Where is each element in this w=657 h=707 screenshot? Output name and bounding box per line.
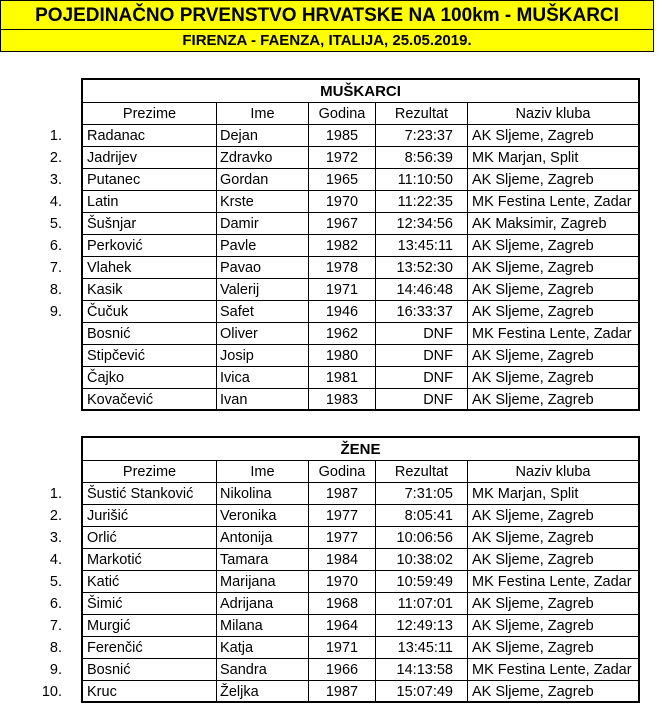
table-row	[0, 527, 657, 549]
godina-cell: 1971	[309, 279, 376, 301]
ime-cell: Valerij	[217, 279, 309, 301]
table-row	[0, 147, 657, 169]
godina-cell: 1970	[309, 191, 376, 213]
rank-number: 8.	[49, 282, 62, 298]
column-header: Godina	[309, 461, 376, 483]
rank-number	[0, 345, 62, 367]
godina-cell: 1972	[309, 147, 376, 169]
godina-cell: 1970	[309, 571, 376, 593]
column-header: Ime	[217, 461, 309, 483]
klub-cell: AK Sljeme, Zagreb	[468, 257, 640, 279]
table-row	[0, 169, 657, 191]
rank-number: 3.	[49, 172, 62, 188]
klub-cell: AK Sljeme, Zagreb	[468, 527, 640, 549]
prezime-cell: Stipčević	[81, 345, 217, 367]
rezultat-cell: 13:52:30	[376, 257, 468, 279]
prezime-cell: Bosnić	[81, 323, 217, 345]
rank-number: 9.	[49, 304, 62, 320]
ime-cell: Sandra	[217, 659, 309, 681]
table-header-row	[0, 103, 657, 125]
klub-cell: MK Festina Lente, Zadar	[468, 571, 640, 593]
prezime-cell: Radanac	[81, 125, 217, 147]
klub-cell: MK Festina Lente, Zadar	[468, 323, 640, 345]
ime-cell: Milana	[217, 615, 309, 637]
table-row	[0, 593, 657, 615]
klub-cell: AK Maksimir, Zagreb	[468, 213, 640, 235]
ime-cell: Safet	[217, 301, 309, 323]
table-row	[0, 681, 657, 703]
godina-cell: 1977	[309, 527, 376, 549]
rezultat-cell: 11:10:50	[376, 169, 468, 191]
table-row	[0, 571, 657, 593]
klub-cell: MK Marjan, Split	[468, 483, 640, 505]
table-row	[0, 615, 657, 637]
godina-cell: 1971	[309, 637, 376, 659]
ime-cell: Katja	[217, 637, 309, 659]
rezultat-cell: DNF	[376, 345, 468, 367]
ime-cell: Nikolina	[217, 483, 309, 505]
klub-cell: AK Sljeme, Zagreb	[468, 169, 640, 191]
table-row	[0, 213, 657, 235]
ime-cell: Antonija	[217, 527, 309, 549]
column-header: Rezultat	[376, 103, 468, 125]
prezime-cell: Čučuk	[81, 301, 217, 323]
rank-number: 2.	[49, 508, 62, 524]
table-row	[0, 345, 657, 367]
table-header-row	[0, 461, 657, 483]
klub-cell: AK Sljeme, Zagreb	[468, 125, 640, 147]
rezultat-cell: 10:59:49	[376, 571, 468, 593]
rezultat-cell: 11:07:01	[376, 593, 468, 615]
godina-cell: 1965	[309, 169, 376, 191]
klub-cell: AK Sljeme, Zagreb	[468, 505, 640, 527]
klub-cell: AK Sljeme, Zagreb	[468, 549, 640, 571]
column-header: Ime	[217, 103, 309, 125]
godina-cell: 1968	[309, 593, 376, 615]
rank-number: 4.	[49, 194, 62, 210]
ime-cell: Željka	[217, 681, 309, 703]
rank-number	[0, 323, 62, 345]
ime-cell: Josip	[217, 345, 309, 367]
ime-cell: Pavle	[217, 235, 309, 257]
godina-cell: 1977	[309, 505, 376, 527]
prezime-cell: Perković	[81, 235, 217, 257]
table-row	[0, 279, 657, 301]
rank-number	[0, 367, 62, 389]
rank-number: 6.	[49, 596, 62, 612]
prezime-cell: Markotić	[81, 549, 217, 571]
rezultat-cell: 11:22:35	[376, 191, 468, 213]
godina-cell: 1978	[309, 257, 376, 279]
godina-cell: 1984	[309, 549, 376, 571]
table-row	[0, 367, 657, 389]
table-row	[0, 549, 657, 571]
ime-cell: Veronika	[217, 505, 309, 527]
prezime-cell: Šimić	[81, 593, 217, 615]
table-row	[0, 637, 657, 659]
ime-cell: Ivica	[217, 367, 309, 389]
godina-cell: 1983	[309, 389, 376, 411]
rezultat-cell: 14:13:58	[376, 659, 468, 681]
rank-number: 9.	[49, 662, 62, 678]
rezultat-cell: 14:46:48	[376, 279, 468, 301]
rezultat-cell: DNF	[376, 367, 468, 389]
godina-cell: 1982	[309, 235, 376, 257]
table-row	[0, 659, 657, 681]
table-row	[0, 235, 657, 257]
ime-cell: Zdravko	[217, 147, 309, 169]
rezultat-cell: 15:07:49	[376, 681, 468, 703]
page-banner	[0, 0, 654, 52]
prezime-cell: Šustić Stanković	[81, 483, 217, 505]
godina-cell: 1946	[309, 301, 376, 323]
ime-cell: Pavao	[217, 257, 309, 279]
klub-cell: AK Sljeme, Zagreb	[468, 367, 640, 389]
prezime-cell: Čajko	[81, 367, 217, 389]
prezime-cell: Latin	[81, 191, 217, 213]
table-row	[0, 505, 657, 527]
prezime-cell: Kasik	[81, 279, 217, 301]
column-header: Rezultat	[376, 461, 468, 483]
table-row	[0, 389, 657, 411]
godina-cell: 1981	[309, 367, 376, 389]
prezime-cell: Jadrijev	[81, 147, 217, 169]
page-title: POJEDINAČNO PRVENSTVO HRVATSKE NA 100km - MUŠKARCI	[1, 3, 653, 30]
klub-cell: AK Sljeme, Zagreb	[468, 389, 640, 411]
rank-number: 5.	[49, 216, 62, 232]
rank-number: 7.	[49, 260, 62, 276]
klub-cell: AK Sljeme, Zagreb	[468, 681, 640, 703]
rezultat-cell: 13:45:11	[376, 235, 468, 257]
rank-number: 8.	[49, 640, 62, 656]
rezultat-cell: 13:45:11	[376, 637, 468, 659]
rezultat-cell: 10:38:02	[376, 549, 468, 571]
page-subtitle: FIRENZA - FAENZA, ITALIJA, 25.05.2019.	[182, 32, 472, 49]
prezime-cell: Bosnić	[81, 659, 217, 681]
ime-cell: Damir	[217, 213, 309, 235]
table-row	[0, 125, 657, 147]
godina-cell: 1987	[309, 483, 376, 505]
rank-number: 10.	[41, 684, 62, 700]
rezultat-cell: 12:49:13	[376, 615, 468, 637]
prezime-cell: Ferenčić	[81, 637, 217, 659]
prezime-cell: Jurišić	[81, 505, 217, 527]
rank-number: 3.	[49, 530, 62, 546]
klub-cell: MK Festina Lente, Zadar	[468, 659, 640, 681]
godina-cell: 1987	[309, 681, 376, 703]
prezime-cell: Vlahek	[81, 257, 217, 279]
rank-number	[0, 389, 62, 411]
rank-number: 2.	[49, 150, 62, 166]
table-row	[0, 323, 657, 345]
ime-cell: Krste	[217, 191, 309, 213]
klub-cell: AK Sljeme, Zagreb	[468, 615, 640, 637]
table-title: ŽENE	[81, 436, 640, 461]
godina-cell: 1985	[309, 125, 376, 147]
ime-cell: Oliver	[217, 323, 309, 345]
table-row	[0, 257, 657, 279]
ime-cell: Marijana	[217, 571, 309, 593]
rezultat-cell: 7:23:37	[376, 125, 468, 147]
table-row	[0, 301, 657, 323]
rezultat-cell: 8:56:39	[376, 147, 468, 169]
godina-cell: 1980	[309, 345, 376, 367]
rezultat-cell: DNF	[376, 389, 468, 411]
rezultat-cell: 8:05:41	[376, 505, 468, 527]
prezime-cell: Katić	[81, 571, 217, 593]
klub-cell: AK Sljeme, Zagreb	[468, 301, 640, 323]
table-row	[0, 191, 657, 213]
rank-number: 5.	[49, 574, 62, 590]
rezultat-cell: 12:34:56	[376, 213, 468, 235]
column-header: Naziv kluba	[468, 103, 640, 125]
ime-cell: Dejan	[217, 125, 309, 147]
table-title: MUŠKARCI	[81, 78, 640, 103]
prezime-cell: Kruc	[81, 681, 217, 703]
klub-cell: AK Sljeme, Zagreb	[468, 593, 640, 615]
ime-cell: Tamara	[217, 549, 309, 571]
prezime-cell: Šušnjar	[81, 213, 217, 235]
column-header: Godina	[309, 103, 376, 125]
klub-cell: AK Sljeme, Zagreb	[468, 279, 640, 301]
rezultat-cell: 7:31:05	[376, 483, 468, 505]
table-row	[0, 483, 657, 505]
godina-cell: 1962	[309, 323, 376, 345]
ime-cell: Gordan	[217, 169, 309, 191]
klub-cell: MK Marjan, Split	[468, 147, 640, 169]
prezime-cell: Kovačević	[81, 389, 217, 411]
rank-number: 1.	[49, 128, 62, 144]
godina-cell: 1966	[309, 659, 376, 681]
rank-number: 1.	[49, 486, 62, 502]
column-header: Prezime	[81, 103, 217, 125]
godina-cell: 1964	[309, 615, 376, 637]
rank-number: 4.	[49, 552, 62, 568]
rezultat-cell: DNF	[376, 323, 468, 345]
ime-cell: Adrijana	[217, 593, 309, 615]
column-header: Naziv kluba	[468, 461, 640, 483]
ime-cell: Ivan	[217, 389, 309, 411]
prezime-cell: Putanec	[81, 169, 217, 191]
prezime-cell: Murgić	[81, 615, 217, 637]
klub-cell: AK Sljeme, Zagreb	[468, 235, 640, 257]
klub-cell: AK Sljeme, Zagreb	[468, 637, 640, 659]
godina-cell: 1967	[309, 213, 376, 235]
klub-cell: AK Sljeme, Zagreb	[468, 345, 640, 367]
klub-cell: MK Festina Lente, Zadar	[468, 191, 640, 213]
rank-number: 6.	[49, 238, 62, 254]
column-header: Prezime	[81, 461, 217, 483]
rezultat-cell: 10:06:56	[376, 527, 468, 549]
rank-number: 7.	[49, 618, 62, 634]
rezultat-cell: 16:33:37	[376, 301, 468, 323]
prezime-cell: Orlić	[81, 527, 217, 549]
